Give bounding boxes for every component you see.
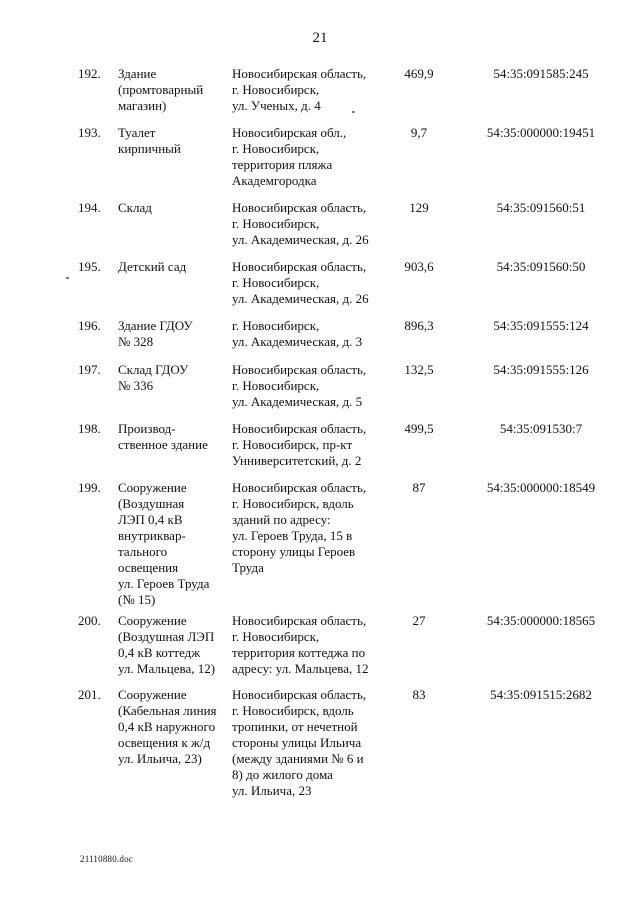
cadastral-number: 54:35:091555:126 <box>493 362 589 377</box>
object-address: Новосибирская область, г. Новосибирск, ул. Ученых, д. 4 <box>232 66 367 113</box>
object-area: 83 <box>412 687 426 702</box>
cadastral-number: 54:35:091555:124 <box>493 318 589 333</box>
object-name: Сооружение (Воздушная ЛЭП 0,4 кВ внутриквар- тального освещения ул. Героев Труда (№ 15) <box>118 480 210 607</box>
row-number: 200. <box>78 613 101 628</box>
row-number: 198. <box>78 421 101 436</box>
object-address: Новосибирская область, г. Новосибирск, вдоль зданий по адресу: ул. Героев Труда, 15 в сторону улицы Героев Труда <box>232 480 367 575</box>
row-number: 192. <box>78 66 101 81</box>
object-address: Новосибирская область, г. Новосибирск, вдоль тропинки, от нечетной стороны улицы Ильича (между зданиями № 6 и 8) до жилого дома ул. Ильича, 23 <box>232 687 367 798</box>
object-area: 27 <box>412 613 426 628</box>
row-number: 195. <box>78 259 101 274</box>
object-area: 469,9 <box>404 66 434 81</box>
object-name: Сооружение (Воздушная ЛЭП 0,4 кВ коттедж ул. Мальцева, 12) <box>118 613 216 676</box>
object-address: Новосибирская область, г. Новосибирск, ул. Академическая, д. 26 <box>232 259 369 306</box>
object-area: 132,5 <box>404 362 434 377</box>
row-number: 199. <box>78 480 101 495</box>
cadastral-number: 54:35:000000:18549 <box>486 480 596 495</box>
scan-speck <box>352 111 355 113</box>
object-address: Новосибирская область, г. Новосибирск, территория коттеджа по адресу: ул. Мальцева, 12 <box>232 613 369 676</box>
object-address: Новосибирская область, г. Новосибирск, ул. Академическая, д. 5 <box>232 362 367 409</box>
object-area: 9,7 <box>410 125 428 140</box>
cadastral-number: 54:35:091585:245 <box>493 66 589 81</box>
object-name: Сооружение (Кабельная линия 0,4 кВ наружного освещения к ж/д ул. Ильича, 23) <box>118 687 217 766</box>
object-name: Детский сад <box>118 259 187 274</box>
row-number: 197. <box>78 362 101 377</box>
document-filename: 21110880.doc <box>80 854 133 864</box>
row-number: 194. <box>78 200 101 215</box>
scan-speck <box>66 277 69 279</box>
cadastral-number: 54:35:091530:7 <box>499 421 583 436</box>
page-number: 21 <box>312 30 328 46</box>
object-area: 129 <box>409 200 429 215</box>
object-name: Производ- ственное здание <box>118 421 208 452</box>
object-area: 896,3 <box>404 318 434 333</box>
object-name: Склад ГДОУ № 336 <box>118 362 189 393</box>
object-name: Склад <box>118 200 152 215</box>
object-address: г. Новосибирск, ул. Академическая, д. 3 <box>232 318 363 349</box>
object-name: Туалет кирпичный <box>118 125 181 156</box>
object-address: Новосибирская обл., г. Новосибирск, территория пляжа Академгородка <box>232 125 347 188</box>
row-number: 201. <box>78 687 101 702</box>
object-area: 903,6 <box>404 259 434 274</box>
object-name: Здание ГДОУ № 328 <box>118 318 193 349</box>
cadastral-number: 54:35:091560:51 <box>496 200 586 215</box>
object-area: 499,5 <box>404 421 434 436</box>
object-area: 87 <box>412 480 426 495</box>
row-number: 196. <box>78 318 101 333</box>
object-address: Новосибирская область, г. Новосибирск, пр-кт Унниверситетский, д. 2 <box>232 421 367 468</box>
cadastral-number: 54:35:091560:50 <box>496 259 586 274</box>
cadastral-number: 54:35:000000:19451 <box>486 125 596 140</box>
cadastral-number: 54:35:091515:2682 <box>490 687 592 702</box>
row-number: 193. <box>78 125 101 140</box>
cadastral-number: 54:35:000000:18565 <box>486 613 596 628</box>
object-name: Здание (промтоварный магазин) <box>118 66 204 113</box>
object-address: Новосибирская область, г. Новосибирск, ул. Академическая, д. 26 <box>232 200 369 247</box>
